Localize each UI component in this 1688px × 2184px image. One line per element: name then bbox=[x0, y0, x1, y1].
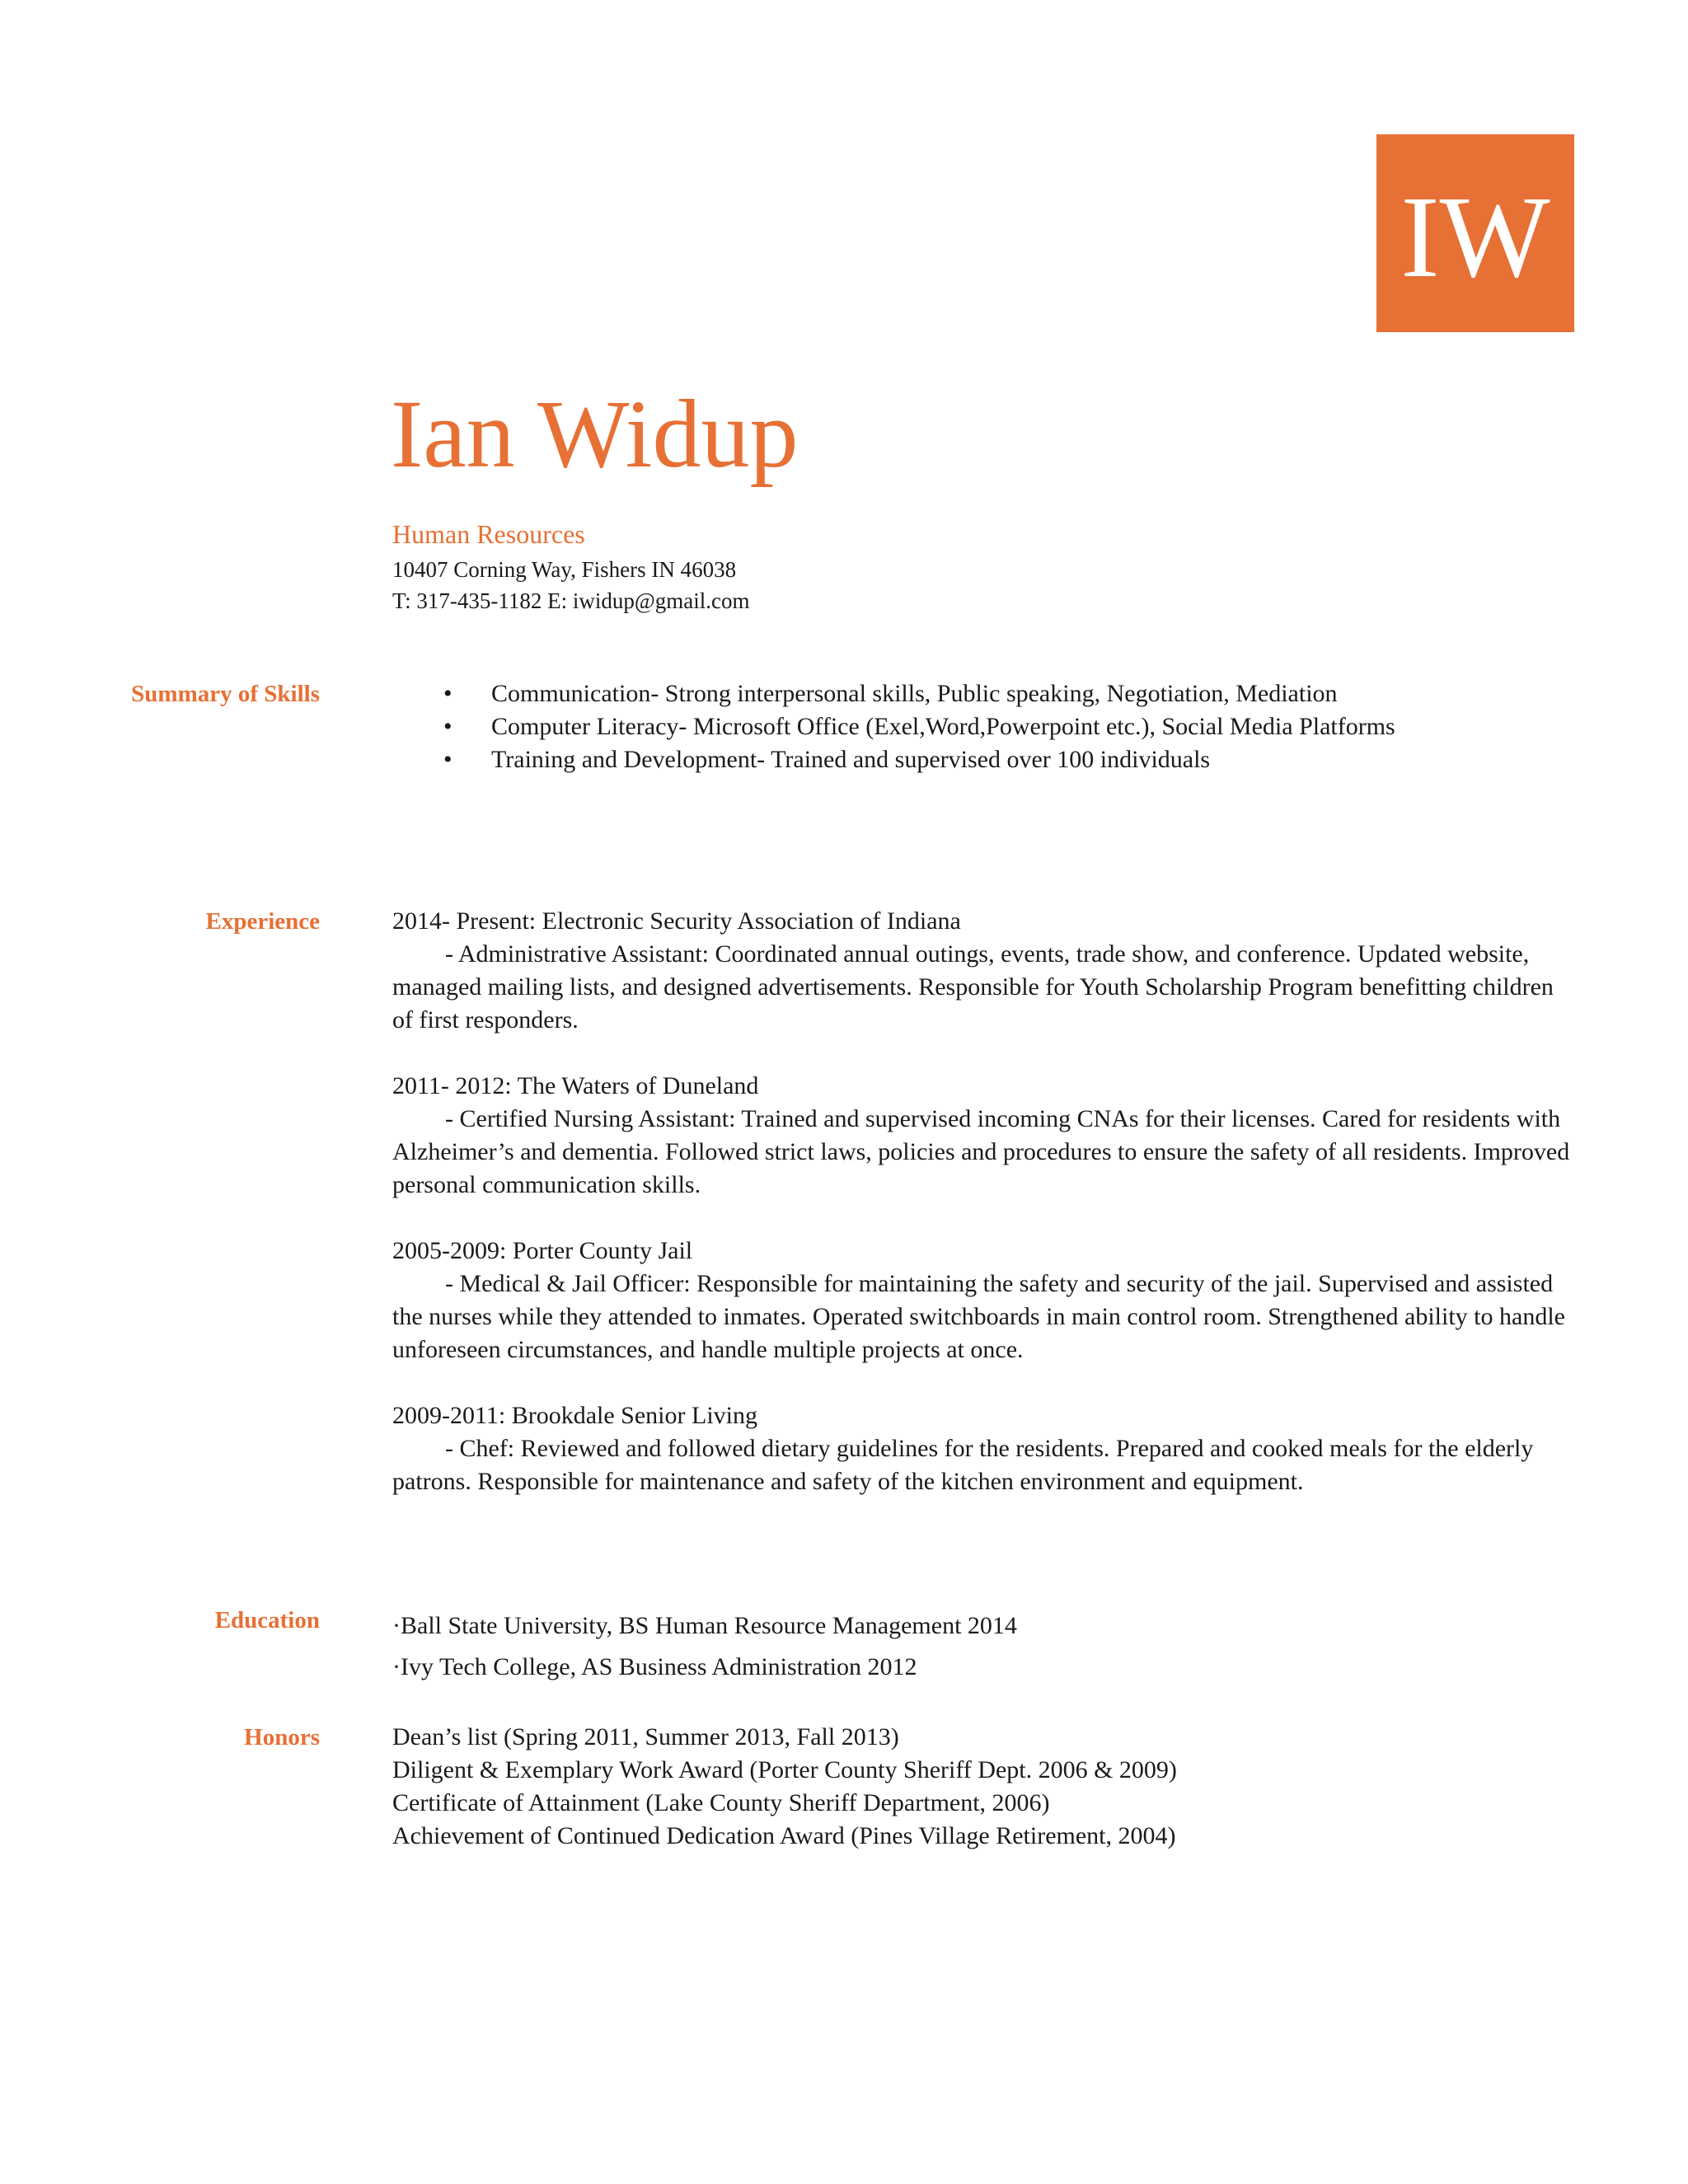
job-title: 2005-2009: Porter County Jail bbox=[392, 1237, 693, 1264]
job-description: - Medical & Jail Officer: Responsible for maintaining the safety and security of the jail. Supervised and assisted the nurses while they attended to inmates. Operated switchboards in main control room. Strengthened ability to handle unforeseen circumstances, and handle multiple projects at once. bbox=[392, 1270, 1565, 1363]
skill-text: Training and Development- Trained and supervised over 100 individuals bbox=[491, 746, 1211, 773]
education-label: Education bbox=[214, 1607, 320, 1633]
honors-label: Honors bbox=[244, 1724, 320, 1750]
job-entry bbox=[392, 1235, 1579, 1366]
education-item: ·Ball State University, BS Human Resource Management 2014 bbox=[392, 1612, 1017, 1639]
honor-item: Diligent & Exemplary Work Award (Porter County Sheriff Dept. 2006 & 2009) bbox=[392, 1756, 1177, 1783]
job-entry bbox=[392, 905, 1579, 1037]
job-title: 2009-2011: Brookdale Senior Living bbox=[392, 1402, 757, 1429]
honors-section bbox=[392, 1721, 1579, 1853]
job-title: 2011- 2012: The Waters of Duneland bbox=[392, 1072, 759, 1099]
experience-section bbox=[392, 905, 1579, 1531]
skill-item bbox=[392, 677, 1579, 710]
candidate-name: Ian Widup bbox=[391, 380, 799, 488]
header-info bbox=[392, 518, 749, 616]
skills-list bbox=[392, 677, 1579, 776]
address: 10407 Corning Way, Fishers IN 46038 bbox=[392, 556, 737, 582]
skill-item bbox=[392, 743, 1579, 776]
skills-label: Summary of Skills bbox=[131, 681, 320, 707]
bullet-icon: • bbox=[443, 713, 452, 740]
bullet-icon: • bbox=[443, 680, 452, 707]
education-item: ·Ivy Tech College, AS Business Administration 2012 bbox=[392, 1653, 917, 1680]
job-entry bbox=[392, 1399, 1579, 1498]
bullet-icon: • bbox=[443, 746, 452, 773]
skill-text: Communication- Strong interpersonal skills, Public speaking, Negotiation, Mediation bbox=[491, 680, 1338, 707]
job-description: - Administrative Assistant: Coordinated annual outings, events, trade show, and conference. Updated website, managed mailing lists, and designed advertisements. Responsible for Youth Scholarship Program benefitting children of first responders. bbox=[392, 940, 1554, 1033]
job-description: - Chef: Reviewed and followed dietary guidelines for the residents. Prepared and cooked meals for the elderly patrons. Responsible for maintenance and safety of the kitchen environment and equipment. bbox=[392, 1435, 1534, 1495]
honor-item: Achievement of Continued Dedication Award (Pines Village Retirement, 2004) bbox=[392, 1822, 1176, 1849]
skill-item bbox=[392, 710, 1579, 743]
honor-item: Certificate of Attainment (Lake County Sheriff Department, 2006) bbox=[392, 1789, 1050, 1816]
contact-details: T: 317-435-1182 E: iwidup@gmail.com bbox=[392, 588, 750, 613]
skills-section bbox=[392, 677, 1579, 776]
skill-text: Computer Literacy- Microsoft Office (Exel,Word,Powerpoint etc.), Social Media Platforms bbox=[491, 713, 1395, 740]
experience-label: Experience bbox=[205, 908, 320, 935]
job-entry bbox=[392, 1070, 1579, 1202]
job-title: 2014- Present: Electronic Security Association of Indiana bbox=[392, 907, 961, 935]
education-section bbox=[392, 1605, 1579, 1688]
honor-item: Dean’s list (Spring 2011, Summer 2013, Fall 2013) bbox=[392, 1723, 899, 1750]
job-description: - Certified Nursing Assistant: Trained and supervised incoming CNAs for their licenses. Cared for residents with Alzheimer’s and dementia. Followed strict laws, policies and procedures to ensure the safety of all residents. Improved personal communication skills. bbox=[392, 1105, 1570, 1198]
job-role: Human Resources bbox=[392, 519, 585, 549]
monogram-logo: IW bbox=[1376, 134, 1574, 332]
